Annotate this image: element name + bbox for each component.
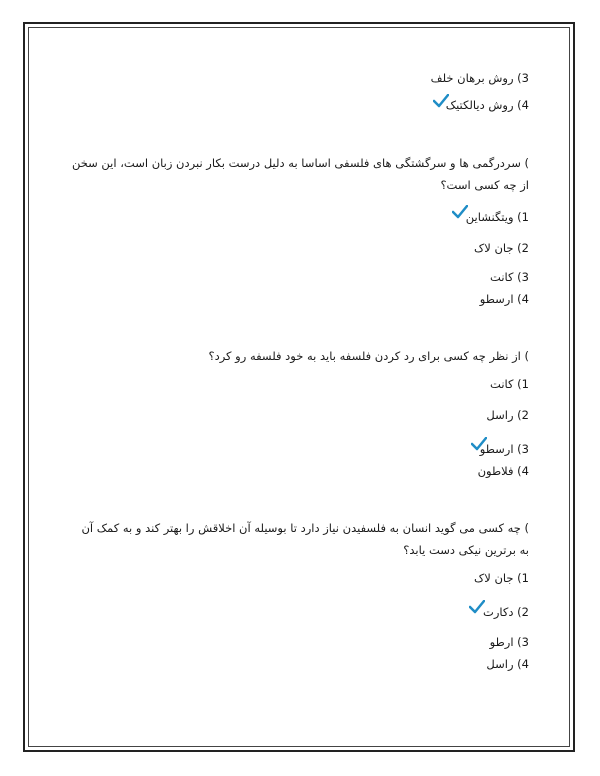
q3-option-4: 4) راسل: [486, 657, 529, 671]
q1-option-4: 4) ارسطو: [479, 292, 529, 306]
q2-option-3: 3) ارسطو: [479, 442, 529, 456]
q2-option-1: 1) کانت: [490, 377, 529, 391]
q1-option-3: 3) کانت: [490, 270, 529, 284]
q3-option-2: 2) دکارت: [483, 605, 529, 619]
q3-option-1: 1) جان لاک: [473, 571, 529, 585]
checkmark-icon: [471, 437, 487, 451]
checkmark-icon: [433, 94, 449, 108]
q1-option-1: 1) ویتگنشاین: [465, 210, 529, 224]
q2-option-4: 4) فلاطون: [477, 464, 529, 478]
q2-option-2: 2) راسل: [486, 408, 529, 422]
checkmark-icon: [469, 600, 485, 614]
q1-option-2: 2) جان لاک: [473, 241, 529, 255]
q0-option-3: 3) روش برهان خلف: [430, 71, 529, 85]
question-3-text: ) چه کسی می گوید انسان به فلسفیدن نیاز دارد تا بوسیله آن اخلاقش را بهتر کند و به کمک آن به برترین نیکی دست یابد؟: [81, 521, 529, 557]
q0-option-4: 4) روش دیالکتیک: [445, 98, 529, 112]
question-1-text: ) سردرگمی ها و سرگشتگی های فلسفی اساسا به دلیل درست بکار نبردن زبان است، این سخن از چه کسی است؟: [71, 156, 529, 192]
checkmark-icon: [452, 205, 468, 219]
q3-option-3: 3) ارطو: [489, 635, 529, 649]
question-2-text: ) از نظر چه کسی برای رد کردن فلسفه باید به خود فلسفه رو کرد؟: [208, 349, 529, 363]
